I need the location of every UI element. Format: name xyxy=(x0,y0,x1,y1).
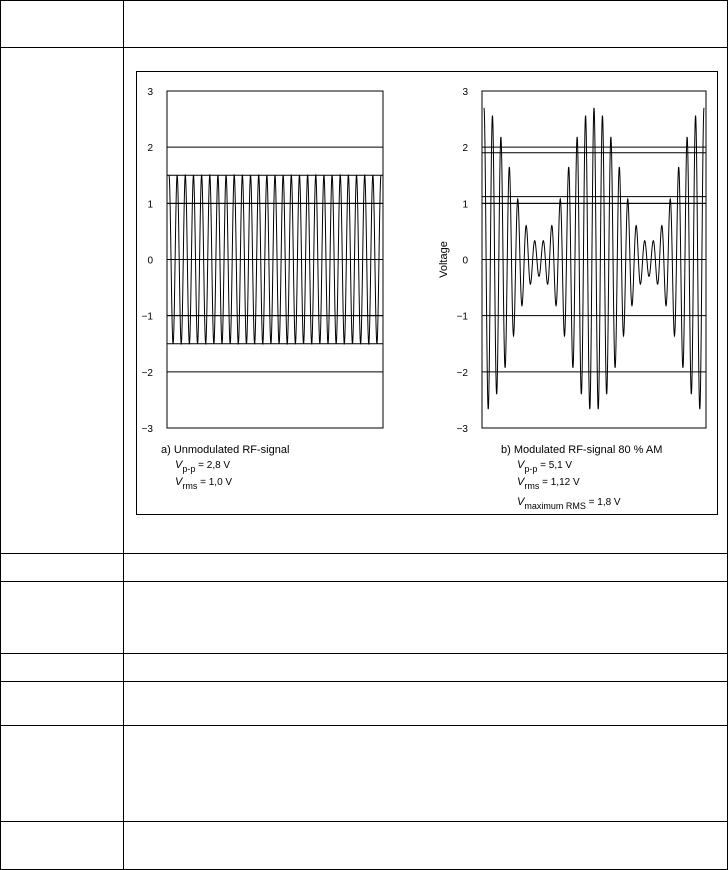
y-tick-label: −1 xyxy=(141,311,153,323)
y-label-modulated: Voltage xyxy=(438,241,450,278)
y-tick-label: −2 xyxy=(141,367,153,379)
y-tick-label: −3 xyxy=(456,424,468,435)
y-tick-label: −2 xyxy=(456,367,468,379)
y-tick-label: −1 xyxy=(456,311,468,323)
y-ticks-unmodulated xyxy=(142,87,154,435)
y-tick-label: 2 xyxy=(147,143,153,155)
annotations-modulated xyxy=(517,459,621,511)
chart-modulated xyxy=(438,87,706,511)
y-tick-label: −3 xyxy=(141,424,153,435)
y-tick-label: 1 xyxy=(147,199,153,211)
reference-lines-modulated xyxy=(482,153,706,204)
annotation-text: Vrms = 1,0 V xyxy=(175,476,233,491)
y-tick-label: 3 xyxy=(147,87,153,98)
annotation-text: Vrms = 1,12 V xyxy=(517,476,580,491)
annotations-unmodulated xyxy=(175,459,232,491)
title-modulated: b) Modulated RF-signal 80 % AM xyxy=(501,444,663,456)
y-tick-label: 2 xyxy=(462,143,468,155)
annotation-text: Vmaximum RMS = 1,8 V xyxy=(517,496,621,511)
annotation-text: Vp-p = 2,8 V xyxy=(175,459,231,474)
figure-panel xyxy=(136,71,718,515)
y-tick-label: 3 xyxy=(462,87,468,98)
y-ticks-modulated xyxy=(457,87,469,435)
y-tick-label: 1 xyxy=(462,199,468,211)
figure-svg xyxy=(137,72,717,514)
annotation-text: Vp-p = 5,1 V xyxy=(517,459,573,474)
chart-unmodulated xyxy=(142,87,383,491)
y-tick-label: 0 xyxy=(147,255,153,267)
y-tick-label: 0 xyxy=(462,255,468,267)
title-unmodulated: a) Unmodulated RF-signal xyxy=(161,444,290,456)
